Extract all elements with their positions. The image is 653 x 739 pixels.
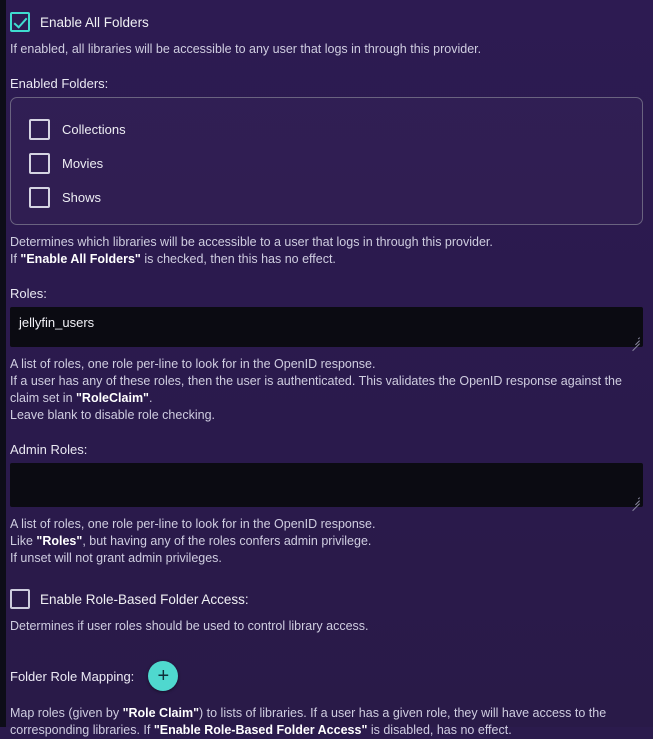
roles-field-wrap [10,307,643,347]
admin-roles-help [10,516,643,567]
admin-roles-help-line2 [10,533,643,550]
admin-roles-input[interactable] [10,463,643,507]
enabled-folders-help-line2 [10,251,643,268]
folder-checkbox-shows[interactable] [29,187,50,208]
help-text: If [10,252,21,266]
enable-all-folders-label: Enable All Folders [40,14,149,30]
admin-roles-help-line1: A list of roles, one role per-line to look for in the OpenID response. [10,517,376,531]
add-folder-role-mapping-button[interactable]: + [148,661,178,691]
enable-all-folders-row[interactable] [10,0,643,32]
enabled-folders-help-line1: Determines which libraries will be accessible to a user that logs in through this provider. [10,235,493,249]
folder-role-mapping-help [10,705,643,739]
role-based-folder-access-help: Determines if user roles should be used to control library access. [10,619,369,633]
help-text: Map roles (given by [10,706,123,720]
enabled-folders-help [10,234,643,268]
roles-help-line1: A list of roles, one role per-line to look for in the OpenID response. [10,357,376,371]
list-item[interactable] [29,146,624,180]
folder-label-collections: Collections [62,121,126,137]
folder-role-mapping-help-line1 [10,705,643,722]
help-text: is disabled, has no effect. [367,723,512,737]
folder-role-mapping-help-line2 [10,722,643,739]
help-text: corresponding libraries. If [10,723,154,737]
roles-label: Roles: [10,286,47,301]
roles-help-line4: Leave blank to disable role checking. [10,408,215,422]
enabled-folders-label: Enabled Folders: [10,76,109,91]
help-emphasis: "RoleClaim" [76,391,149,405]
list-item[interactable] [29,112,624,146]
roles-help [10,356,643,424]
help-text: Like [10,534,37,548]
enable-all-folders-checkbox[interactable] [10,12,30,32]
enable-all-folders-help: If enabled, all libraries will be accessible to any user that logs in through this provider. [10,42,482,56]
admin-roles-help-line3: If unset will not grant admin privileges. [10,551,222,565]
help-emphasis: "Role Claim" [122,706,200,720]
help-text: claim set in [10,391,76,405]
help-emphasis: "Enable All Folders" [20,252,141,266]
enabled-folders-list [10,97,643,225]
folder-label-shows: Shows [62,189,102,205]
admin-roles-label: Admin Roles: [10,442,88,457]
list-item[interactable] [29,180,624,214]
folder-role-mapping-row [10,661,643,691]
help-text: is checked, then this has no effect. [140,252,336,266]
role-based-folder-access-row[interactable] [10,589,643,609]
roles-help-line3 [10,390,643,407]
window-left-edge [0,0,6,727]
folder-checkbox-collections[interactable] [29,119,50,140]
admin-roles-field-wrap [10,463,643,507]
roles-input[interactable] [10,307,643,347]
folder-label-movies: Movies [62,155,104,171]
folder-role-mapping-label: Folder Role Mapping: [10,668,135,684]
roles-help-line2: If a user has any of these roles, then the user is authenticated. This validates the OpenID response against the [10,374,622,388]
help-text: . [148,391,153,405]
role-based-folder-access-label: Enable Role-Based Folder Access: [40,591,249,607]
help-text: , but having any of the roles confers admin privilege. [82,534,372,548]
help-emphasis: "Roles" [36,534,83,548]
folder-checkbox-movies[interactable] [29,153,50,174]
help-emphasis: "Enable Role-Based Folder Access" [153,723,368,737]
help-text: ) to lists of libraries. If a user has a given role, they will have access to the [199,706,607,720]
role-based-folder-access-checkbox[interactable] [10,589,30,609]
